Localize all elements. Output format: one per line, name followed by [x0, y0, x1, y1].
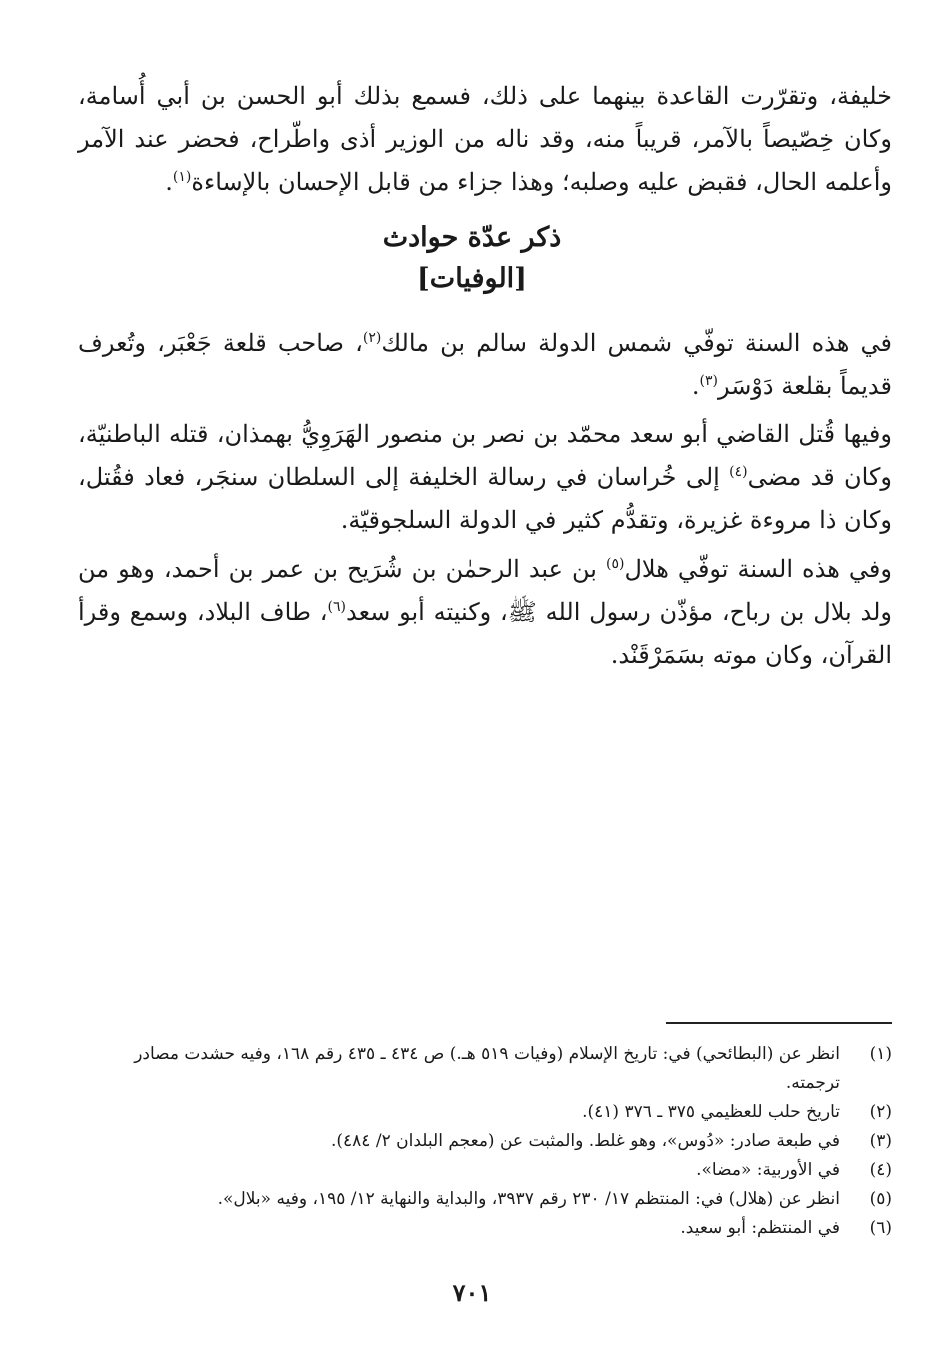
- paragraph-text: إلى خُراسان في رسالة الخليفة إلى السلطان سنجَر، فعاد فقُتل، وكان ذا مروءة غزيرة، وتقدُّم كثير في الدولة السلجوقيّة.: [78, 463, 892, 534]
- footnotes-list: [78, 1040, 892, 1243]
- paragraph-text: وفيها قُتل القاضي أبو سعد محمّد بن نصر بن منصور الهَرَوِيُّ بهمذان، قتله الباطنيّة، وكان قد مضى: [78, 420, 893, 491]
- footnote-text: انظر عن (البطائحي) في: تاريخ الإسلام (وفيات ٥١٩ هـ.) ص ٤٣٤ ـ ٤٣٥ رقم ١٦٨، وفيه حشدت مصادر ترجمته.: [134, 1044, 840, 1093]
- footnote-marker: (٢): [362, 330, 382, 346]
- paragraph-continuation: [78, 75, 892, 204]
- footnote-item: [78, 1127, 892, 1156]
- page-number: ٧٠١: [452, 1278, 492, 1307]
- footnote-item: [78, 1098, 892, 1127]
- footnote-marker: (١): [172, 169, 192, 185]
- footnote-number: (٦): [869, 1218, 892, 1238]
- footnote-text: في الأوربية: «مضا».: [696, 1160, 840, 1180]
- footnote-text: في طبعة صادر: «دُوس»، وهو غلط. والمثبت عن (معجم البلدان ٢/ ٤٨٤).: [331, 1131, 840, 1151]
- paragraph-killing-qadi: [78, 413, 892, 542]
- footnote-number: (٣): [869, 1131, 892, 1151]
- section-subheading: [الوفيات]: [417, 263, 527, 294]
- paragraph-death-hilal: [78, 548, 892, 677]
- footnote-divider: [666, 1022, 892, 1024]
- footnote-marker: (٥): [606, 556, 625, 572]
- paragraph-text: ، طاف البلاد، وسمع وقرأ القرآن، وكان موته بسَمَرْقَنْد.: [78, 598, 892, 669]
- paragraph-death-salim: [78, 322, 892, 408]
- paragraph-text: خليفة، وتقرّرت القاعدة بينهما على ذلك، فسمع بذلك أبو الحسن بن أبي أُسامة، وكان خِصّيصاً بالآمر، قريباً منه، وقد ناله من الوزير أذى واطّراح، فحضر عند الآمر وأعلمه الحال، فقبض عليه وصلبه؛ وهذا جزاء من قابل الإحسان بالإساءة: [78, 82, 892, 196]
- footnote-item: [78, 1185, 892, 1214]
- paragraph-text: .: [691, 372, 700, 400]
- footnote-item: [78, 1156, 892, 1185]
- footnote-marker: (٦): [327, 599, 347, 615]
- footnote-marker: (٤): [729, 464, 748, 480]
- footnote-item: [78, 1214, 892, 1243]
- footnote-number: (٤): [869, 1160, 892, 1180]
- footnote-text: انظر عن (هلال) في: المنتظم ١٧/ ٢٣٠ رقم ٣٩٣٧، والبداية والنهاية ١٢/ ١٩٥، وفيه «بلال».: [217, 1189, 840, 1209]
- paragraph-text: ، صاحب قلعة جَعْبَر، وتُعرف قديماً بقلعة دَوْسَر: [78, 329, 892, 400]
- footnote-marker: (٣): [699, 373, 718, 389]
- footnote-text: تاريخ حلب للعظيمي ٣٧٥ ـ ٣٧٦ (٤١).: [582, 1102, 840, 1122]
- footnote-text: في المنتظم: أبو سعيد.: [680, 1218, 840, 1238]
- paragraph-text: وفي هذه السنة توفّي هلال: [624, 555, 892, 583]
- footnote-number: (٢): [869, 1102, 892, 1122]
- paragraph-text: .: [165, 168, 173, 196]
- section-heading: ذكر عدّة حوادث: [382, 222, 562, 253]
- footnote-number: (٥): [869, 1189, 892, 1209]
- paragraph-text: في هذه السنة توفّي شمس الدولة سالم بن مالك: [381, 329, 892, 357]
- footnote-item: [78, 1040, 892, 1098]
- paragraph-text: بن عبد الرحمٰن بن شُرَيح بن عمر بن أحمد، وهو من ولد بلال بن رباح، مؤذّن رسول الله ﷺ، وكنيته أبو سعد: [78, 555, 892, 626]
- footnote-number: (١): [869, 1044, 892, 1064]
